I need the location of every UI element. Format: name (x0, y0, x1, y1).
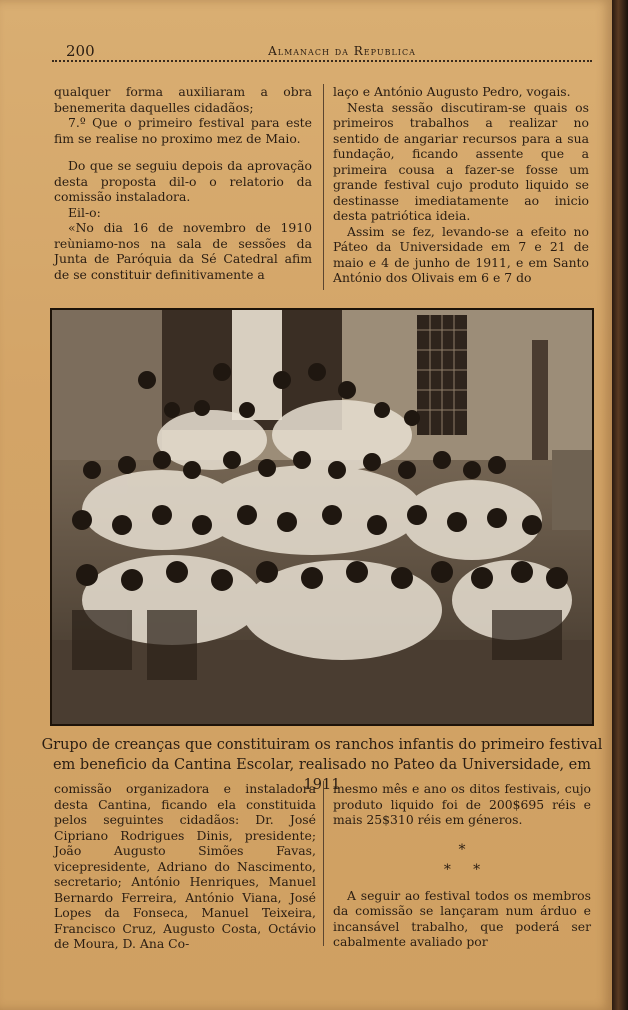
section-ornament: * (458, 841, 466, 858)
paragraph: comissão organizadora e instaladora desta Cantina, ficando ela constituida pelos seguintes cidadãos: Dr. José Cipriano Rodrigues Dinis, presidente; João Augusto Simões Favas, vicepresidente, Adriano do Nascimento, secretario; António Henriques, Manuel Bernardo Ferreira, António Viana, José Lopes da Fonseca, Manuel Teixeira, Francisco Cruz, Augusto Costa, Octávio de Moura, D. Ana Co- (54, 781, 316, 951)
section-ornament: * * (443, 861, 481, 878)
photo-illustration (52, 310, 592, 724)
top-left-column (54, 84, 312, 282)
caption-line: em beneficio da Cantina Escolar, realisado no Pateo da Universidade, em 1911 (52, 757, 592, 793)
top-right-column (333, 84, 589, 286)
bottom-right-column (333, 781, 591, 950)
paragraph: A seguir ao festival todos os membros da comissão se lançaram num árduo e incansável trabalho, que poderá ser cabalmente avaliado por (333, 887, 591, 949)
column-divider (323, 84, 324, 290)
book-spine-edge (612, 0, 628, 1010)
paragraph: mesmo mês e ano os ditos festivais, cujo produto liquido foi de 200$695 réis e mais 25$310 réis em géneros. (333, 781, 591, 827)
group-photograph (50, 308, 594, 726)
paragraph: qualquer forma auxiliaram a obra benemerita daquelles cidadãos; (54, 84, 312, 115)
header-rule (52, 60, 592, 62)
page-header (52, 40, 592, 68)
paragraph: 7.º Que o primeiro festival para este fim se realise no proximo mez de Maio. (54, 115, 312, 146)
column-divider (323, 781, 324, 946)
bottom-left-column (54, 781, 316, 952)
running-title: Almanach da Republica (268, 44, 416, 58)
page-number: 200 (66, 42, 95, 60)
paragraph: Assim se fez, levando-se a efeito no Páteo da Universidade em 7 e 21 de maio e 4 de junho de 1911, e em Santo António dos Olivais em 6 e 7 do (333, 223, 589, 285)
paragraph: Eil-o: (68, 204, 101, 220)
paragraph: Nesta sessão discutiram-se quais os primeiros trabalhos a realizar no sentido de angariar recursos para a sua fundação, ficando assente que a primeira cousa a fazer-se fosse um grande festival cujo produto liquido se destinasse imediatamente ao inicio desta patriótica ideia. (333, 99, 589, 223)
caption-line: Grupo de creanças que constituiram os ranchos infantis do primeiro festival (41, 737, 603, 753)
paragraph: laço e António Augusto Pedro, vogais. (333, 84, 571, 99)
paragraph: Do que se seguiu depois da aprovação desta proposta dil-o o relatorio da comissão instaladora. (54, 158, 312, 204)
paragraph: «No dia 16 de novembro de 1910 reùniamo-nos na sala de sessões da Junta de Paróquia da Sé Catedral afim de se constituir definitivamente a (54, 220, 312, 282)
